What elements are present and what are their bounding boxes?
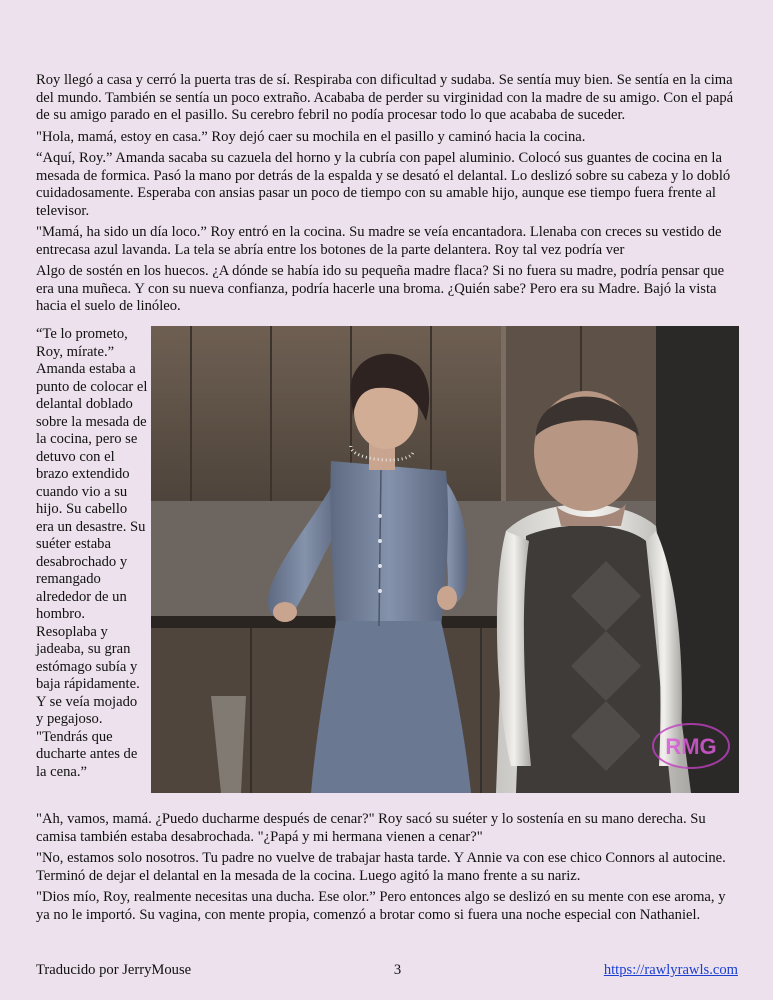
bottom-text-block bbox=[36, 811, 740, 928]
paragraph: "Hola, mamá, estoy en casa.” Roy dejó caer su mochila en el pasillo y caminó hacia la cocina. bbox=[36, 128, 586, 145]
paragraph: Roy llegó a casa y cerró la puerta tras de sí. Respiraba con dificultad y sudaba. Se sentía muy bien. Se sentía en la cima del mundo. También se sentía un poco extraño. Acababa de perder su virginidad con la madre de su amigo. Con el papá de su amigo parado en el pasillo. Su cerebro febril no podía procesar todo lo que acababa de suceder. bbox=[36, 72, 734, 123]
paragraph: “Aquí, Roy.” Amanda sacaba su cazuela del horno y la cubría con papel aluminio. Colocó sus guantes de cocina en la mesada de formica. Pasó la mano por detrás de la espalda y se desató el delantal. Lo deslizó sobre su cabeza y lo dobló cuidadosamente. Esperaba con ansias pasar un poco de tiempo con su amable hijo, aunque ese tiempo fuera frente al televisor. bbox=[36, 150, 731, 219]
website-link[interactable]: https://rawlyrawls.com bbox=[603, 962, 738, 978]
kitchen-scene-image bbox=[151, 326, 739, 793]
translator-credit: Traducido por JerryMouse bbox=[36, 962, 192, 978]
page-number: 3 bbox=[393, 962, 402, 978]
paragraph: "Dios mío, Roy, realmente necesitas una ducha. Ese olor.” Pero entonces algo se deslizó en su mente con ese aroma, y ya no le importó. Su vagina, con mente propia, comenzó a brotar como si fuera una noche especial con Nathaniel. bbox=[36, 889, 726, 923]
paragraph: Algo de sostén en los huecos. ¿A dónde se había ido su pequeña madre flaca? Si no fuera su madre, podría pensar que era una muñeca. Y con su nueva confianza, podría hacerle una broma. ¿Quién sabe? Pero era su Madre. Bajó la vista hacia el suelo de linóleo. bbox=[36, 263, 725, 314]
paragraph: "No, estamos solo nosotros. Tu padre no vuelve de trabajar hasta tarde. Y Annie va con ese chico Connors al autocine. Terminó de dejar el delantal en la mesada de la cocina. Luego agitó la mano frente a su nariz. bbox=[36, 850, 726, 884]
kitchen-illustration bbox=[151, 326, 739, 793]
paragraph: "Mamá, ha sido un día loco.” Roy entró en la cocina. Su madre se veía encantadora. Llenaba con creces su vestido de entrecasa azul lavanda. La tela se abría entre los botones de la parte delantera. Roy tal vez podría ver bbox=[36, 224, 722, 258]
side-paragraph: “Te lo prometo, Roy, mírate.” Amanda estaba a punto de colocar el delantal doblado sobre la mesada de la cocina, pero se detuvo con el brazo extendido cuando vio a su hijo. Su cabello era un desastre. Su suéter estaba desabrochado y remangado alrededor de un hombro. Resoplaba y jadeaba, su gran estómago subía y baja rápidamente. Y se veía mojado y pegajoso. "Tendrás que ducharte antes de la cena.” bbox=[36, 326, 148, 780]
paragraph: "Ah, vamos, mamá. ¿Puedo ducharme después de cenar?" Roy sacó su suéter y lo sostenía en su mano derecha. Su camisa también estaba desabrochada. "¿Papá y mi hermana vienen a cenar?" bbox=[36, 811, 706, 845]
top-text-block bbox=[36, 72, 736, 320]
page-footer bbox=[36, 962, 738, 979]
illustrated-section bbox=[36, 326, 740, 810]
svg-text:RMG: RMG bbox=[665, 734, 717, 759]
